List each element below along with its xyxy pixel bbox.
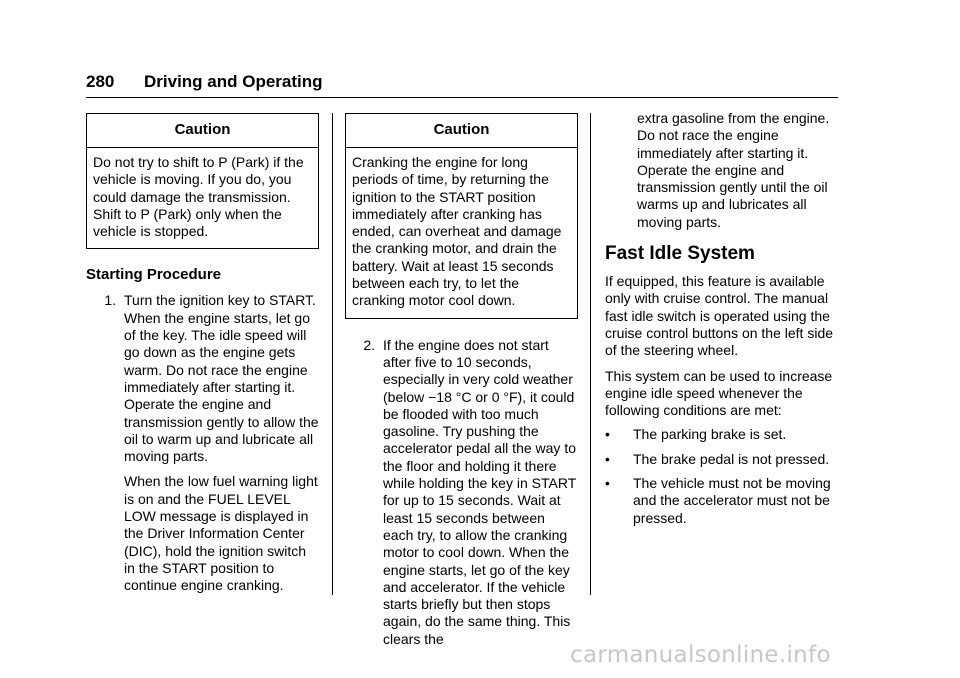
column-1 — [86, 113, 319, 595]
section-heading-starting-procedure: Starting Procedure — [86, 266, 222, 284]
bullet-text: The vehicle must not be moving and the accelerator must not be pressed. — [633, 475, 831, 526]
step-number: 2. — [363, 336, 375, 353]
column-divider-1 — [332, 113, 333, 595]
bullet-glyph: • — [605, 450, 610, 467]
column-3 — [605, 110, 841, 527]
page-header — [86, 71, 323, 93]
step-text: If the engine does not start after five to 10 seconds, especially in very cold weather (below −18 °C or 0 °F), it could be flooded with too much gasoline. Try pushing the accelerator pedal all the way to the floor and holding it there while holding the key in START for up to 15 seconds. Wait at least 15 seconds between each try, to allow the cranking motor to cool down. When the engine starts, let go of the key and accelerator. If the vehicle starts briefly but then stops again, do the same thing. This clears the — [383, 336, 576, 647]
paragraph-conditions: This system can be used to increase engine idle speed whenever the following conditions are met: — [605, 367, 833, 419]
chapter-title: Driving and Operating — [144, 72, 323, 91]
bullet-glyph: • — [605, 426, 610, 443]
caution-text: Cranking the engine for long periods of time, by returning the ignition to the START position immediately after cranking has ended, can overheat and damage the cranking motor, and drain the battery. Wait at least 15 seconds between each try, to let the cranking motor cool down. — [352, 154, 562, 309]
watermark-text: carmanualsonline.info — [570, 642, 831, 668]
bullet-item — [605, 426, 841, 443]
caution-title: Caution — [346, 114, 577, 148]
caution-box-cranking — [345, 113, 578, 319]
section-heading-fast-idle-system: Fast Idle System — [605, 243, 755, 265]
column-2 — [345, 113, 578, 648]
bullet-text: The brake pedal is not pressed. — [633, 450, 830, 467]
bullet-item — [605, 451, 841, 468]
caution-title: Caution — [87, 114, 318, 148]
bullet-text: The parking brake is set. — [633, 426, 787, 443]
continued-step-text: extra gasoline from the engine. Do not race the engine immediately after starting it. Operate the engine and transmission gently until the oil warms up and lubricates all moving parts. — [637, 110, 830, 230]
header-rule — [86, 97, 838, 98]
step-note: When the low fuel warning light is on and the FUEL LEVEL LOW message is displayed in the Driver Information Center (DIC), hold the ignition switch in the START position to continue engine cranking. — [124, 473, 318, 594]
step-text: Turn the ignition key to START. When the engine starts, let go of the key. The idle speed will go down as the engine gets warm. Do not race the engine immediately after starting it. Operate the engine and transmission gently to allow the oil to warm up and lubricate all moving parts. — [124, 292, 319, 465]
step-number: 1. — [104, 292, 116, 309]
caution-text: Do not try to shift to P (Park) if the vehicle is moving. If you do, you could damage the transmission. Shift to P (Park) only when the vehicle is stopped. — [93, 154, 304, 240]
procedure-step-1 — [86, 292, 319, 594]
page-number: 280 — [86, 72, 115, 91]
bullet-item — [605, 475, 841, 527]
paragraph-availability: If equipped, this feature is available only with cruise control. The manual fast idle switch is operated using the cruise control buttons on the left side of the steering wheel. — [605, 273, 834, 359]
column-divider-2 — [590, 113, 591, 595]
bullet-glyph: • — [605, 475, 610, 492]
caution-box-shift — [86, 113, 319, 249]
procedure-step-2 — [345, 337, 578, 648]
